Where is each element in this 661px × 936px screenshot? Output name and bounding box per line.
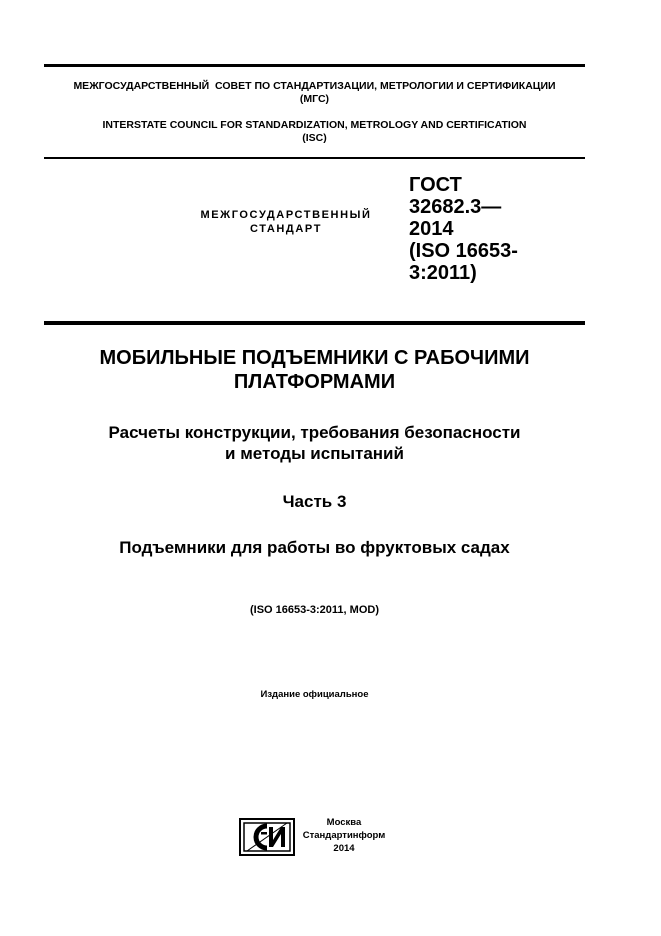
- document-subtitle: [44, 422, 585, 464]
- gost-line: 3:2011): [409, 262, 477, 284]
- council-name-ru: [44, 80, 585, 106]
- council-name-ru-line1: МЕЖГОСУДАРСТВЕННЫЙ СОВЕТ ПО СТАНДАРТИЗАЦИИ, МЕТРОЛОГИИ И СЕРТИФИКАЦИИ: [73, 80, 556, 92]
- top-rule: [44, 64, 585, 67]
- publisher-name: Стандартинформ: [302, 830, 386, 841]
- document-subtitle-line1: Расчеты конструкции, требования безопасности: [108, 423, 521, 442]
- gost-line: ГОСТ: [409, 174, 462, 196]
- council-name-en-line1: INTERSTATE COUNCIL FOR STANDARDIZATION, METROLOGY AND CERTIFICATION: [102, 119, 527, 131]
- bottom-rule: [44, 321, 585, 325]
- document-title-line2: ПЛАТФОРМАМИ: [233, 371, 396, 393]
- interstate-standard-label-line2: СТАНДАРТ: [249, 223, 323, 235]
- edition-note: Издание официальное: [260, 689, 369, 700]
- part-number: Часть 3: [282, 492, 347, 511]
- document-title-line1: МОБИЛЬНЫЕ ПОДЪЕМНИКИ С РАБОЧИМИ: [99, 347, 530, 369]
- middle-rule: [44, 157, 585, 159]
- gost-line: 2014: [409, 218, 454, 240]
- gost-line: 32682.3—: [409, 196, 502, 218]
- document-title: [44, 346, 585, 394]
- publisher-year: 2014: [333, 843, 355, 854]
- publisher-block: [296, 816, 392, 855]
- publisher-city: Москва: [326, 817, 362, 828]
- standartinform-logo-icon: [239, 818, 295, 856]
- council-abbr-ru: (МГС): [299, 93, 330, 105]
- gost-designation: [409, 174, 579, 284]
- interstate-standard-label-line1: МЕЖГОСУДАРСТВЕННЫЙ: [200, 209, 372, 221]
- council-name-en: [44, 119, 585, 145]
- document-subtitle-line2: и методы испытаний: [225, 444, 404, 463]
- gost-line: (ISO 16653-: [409, 240, 518, 262]
- part-title: Подъемники для работы во фруктовых садах: [119, 538, 510, 557]
- council-abbr-en: (ISC): [302, 132, 327, 144]
- iso-reference: (ISO 16653-3:2011, MOD): [249, 604, 379, 616]
- interstate-standard-label: [170, 208, 402, 236]
